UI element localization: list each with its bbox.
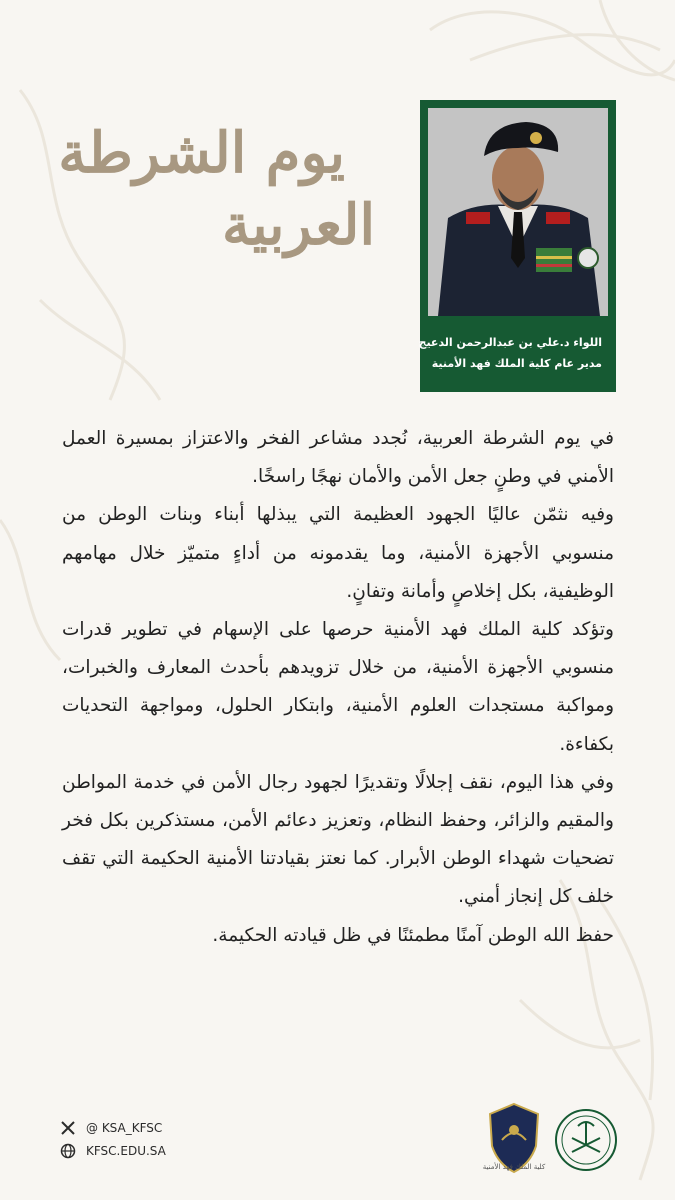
event-title <box>58 120 375 340</box>
paragraph: وفيه نثمّن عاليًا الجهود العظيمة التي يبذلها أبناء وبنات الوطن من منسوبي الأجهزة الأمنية، وما يقدمونه من أداءٍ متميّز خلال مهامهم الوظيفية، بكل إخلاصٍ وأمانة وتفانٍ. <box>62 504 614 602</box>
paragraph: وتؤكد كلية الملك فهد الأمنية حرصها على الإسهام في تطوير قدرات منسوبي الأجهزة الأمنية، من خلال تزويدهم بأحدث المعارف والخبرات، ومواكبة مستجدات العلوم الأمنية، وابتكار الحلول، ومواجهة التحديات بكفاءة. <box>62 619 614 755</box>
paragraph: حفظ الله الوطن آمنًا مطمئنًا في ظل قيادته الحكيمة. <box>212 924 614 946</box>
website-url[interactable]: KFSC.EDU.SA <box>86 1144 166 1158</box>
official-name: اللواء د.علي بن عبدالرحمن الدعيج <box>418 336 602 349</box>
officer-portrait-illustration <box>428 108 608 316</box>
official-role: مدير عام كلية الملك فهد الأمنية <box>431 357 602 370</box>
twitter-handle[interactable]: @ KSA_KFSC <box>86 1121 163 1135</box>
x-twitter-icon <box>60 1120 76 1136</box>
title-line-1: يوم الشرطة <box>58 120 345 186</box>
twitter-link[interactable] <box>60 1118 162 1138</box>
title-line-2: العربية <box>221 192 375 258</box>
ministry-emblem-logo <box>554 1108 618 1172</box>
college-logo-caption: كلية الملك فهد الأمنية <box>482 1163 546 1171</box>
statement-body <box>62 420 614 955</box>
official-portrait-photo <box>428 108 608 316</box>
official-portrait-card <box>420 100 616 392</box>
website-link[interactable] <box>60 1141 166 1161</box>
paragraph: وفي هذا اليوم، نقف إجلالًا وتقديرًا لجهود رجال الأمن في خدمة المواطن والمقيم والزائر، وحفظ النظام، وتعزيز دعائم الأمن، مستذكرين بكل فخر تضحيات شهداء الوطن الأبرار. كما نعتز بقيادتنا الأمنية الحكيمة التي تقف خلف كل إنجاز أمني. <box>62 771 614 908</box>
paragraph: في يوم الشرطة العربية، نُجدد مشاعر الفخر والاعتزاز بمسيرة العمل الأمني في وطنٍ جعل الأمن والأمان نهجًا راسخًا. <box>62 428 614 488</box>
globe-icon <box>60 1143 76 1159</box>
